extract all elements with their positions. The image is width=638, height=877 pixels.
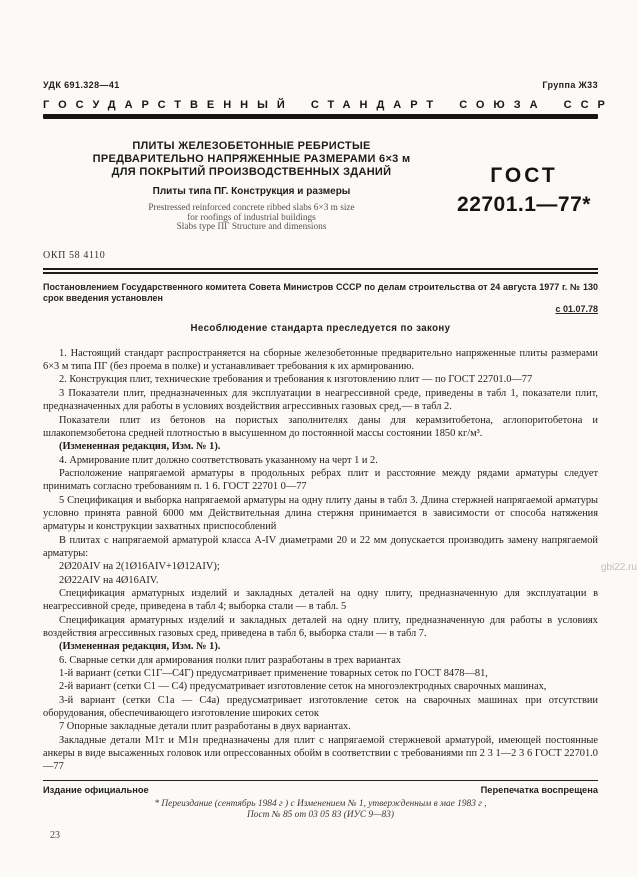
- paragraph-1: 1. Настоящий стандарт распространяется на сборные железобетонные предварительно напряженные плиты размерами 6×3 м типа ПГ (без проема в полке) и устанавливает требования к их армированию.: [43, 347, 598, 373]
- law-notice: Несоблюдение стандарта преследуется по закону: [190, 322, 451, 334]
- gost-number-block: [450, 140, 598, 233]
- title-english: [57, 204, 446, 233]
- paragraph-9: Спецификация арматурных изделий и закладных деталей на одну плиту, предназначенную для эксплуатации в неагрессивной среде, приведена в табл 4; выборка стали — в табл. 5: [43, 587, 598, 613]
- footer-row: [43, 785, 598, 795]
- official-edition-label: Издание официальное: [43, 784, 149, 795]
- title-block: [43, 140, 450, 233]
- reprint-prohibited-label: Перепечатка воспрещена: [480, 784, 598, 795]
- state-standard-banner: ГОСУДАРСТВЕННЫЙ СТАНДАРТ СОЮЗА ССР: [43, 99, 614, 111]
- title-line-2: ПРЕДВАРИТЕЛЬНО НАПРЯЖЕННЫЕ РАЗМЕРАМИ 6×3 м: [92, 153, 411, 165]
- double-rule: [43, 268, 598, 274]
- gost-label: ГОСТ: [490, 164, 558, 187]
- footer-rule: [43, 780, 598, 781]
- amended-note-1: (Измененная редакция, Изм. № 1).: [59, 441, 221, 453]
- paragraph-14: 3-й вариант (сетки С1а — С4а) предусматривает изготовление сеток на сварочных машинах при отсутствии оборудования, обеспечивающего изготовление широких сеток: [43, 694, 598, 720]
- paragraph-7: 5 Спецификация и выборка напрягаемой арматуры на одну плиту даны в табл 3. Длина стержней напрягаемой арматуры условно принята равной 6000 мм Действительная длина стержня принимается в зависимости от способа натяжения арматуры и конструкции захватных приспособлений: [43, 494, 598, 533]
- footnote-line-1: * Переиздание (сентябрь 1984 г ) с Изменением № 1, утвержденным в мае 1983 г ,: [154, 798, 487, 809]
- title-line-3: ДЛЯ ПОКРЫТИЙ ПРОИЗВОДСТВЕННЫХ ЗДАНИЙ: [111, 166, 392, 178]
- title-english-line-1: Prestressed reinforced concrete ribbed slabs 6×3 m size: [148, 203, 355, 213]
- paragraph-10: Спецификация арматурных изделий и закладных деталей на одну плиту, предназначенную для работы в условиях воздействия агрессивных газовых сред, приведена в табл 6, выборка стали — в табл 7.: [43, 614, 598, 639]
- decree-text: Постановлением Государственного комитета Совета Министров СССР по делам строительства от 24 августа 1977 г. № 130 срок введения установлен: [43, 281, 598, 303]
- footnote-line-2: Пост № 85 от 03 05 83 (ИУС 9—83): [247, 810, 394, 821]
- amended-note-2: (Измененная редакция, Изм. № 1).: [59, 641, 221, 653]
- title-section: [43, 140, 598, 233]
- paragraph-11: 6. Сварные сетки для армирования полки плит разработаны в трех вариантах: [59, 654, 402, 666]
- reissue-footnote: [43, 799, 598, 822]
- group-code: Группа Ж33: [542, 80, 598, 90]
- udk-code: УДК 691.328—41: [43, 80, 120, 90]
- okp-code: ОКП 58 4110: [43, 249, 106, 261]
- document-body: [43, 347, 598, 774]
- paragraph-8: В плитах с напрягаемой арматурой класса А-IV диаметрами 20 и 22 мм допускается производить замену напрягаемой арматуры:: [43, 534, 598, 559]
- header-row: [43, 80, 598, 90]
- site-watermark: gbi22.ru: [600, 562, 637, 573]
- banner-rule: [43, 114, 598, 119]
- paragraph-12: 1-й вариант (сетки С1Г—С4Г) предусматривает применение товарных сеток по ГОСТ 8478—81,: [59, 668, 488, 680]
- paragraph-3: 3 Показатели плит, предназначенных для эксплуатации в неагрессивной среде, приведены в табл 1, показатели плит, предназначенных для работы в условиях воздействия агрессивных газовых сред,— в табл 2.: [43, 387, 598, 413]
- gost-number: 22701.1—77*: [457, 193, 591, 216]
- rebar-substitution-1: 2Ø20АIV на 2(1Ø16АIV+1Ø12АIV);: [59, 561, 220, 573]
- paragraph-4: Показатели плит из бетонов на пористых заполнителях даны для керамзитобетона, аглопоритобетона и шлакопемзобетона средней плотностью в высушенном до постоянной массы состоянии 1850 кг/м³.: [43, 414, 598, 439]
- rebar-substitution-2: 2Ø22АIV на 4Ø16АIV.: [59, 574, 159, 586]
- paragraph-6: Расположение напрягаемой арматуры в продольных ребрах плит и расстояние между рядами арматуры следует принимать согласно требованиям п. 1 6. ГОСТ 22701 0—77: [43, 467, 598, 493]
- paragraph-16: Закладные детали М1т и М1н предназначены для плит с напрягаемой стержневой арматурой, имеющей постоянные анкеры в виде высаженных головок или опрессованных обойм в соответствии с требованиями пп 2 3 1—2 3 6 ГОСТ 22701.0—77: [43, 734, 598, 773]
- decree-effective-date: с 01.07.78: [555, 303, 598, 314]
- title-english-line-2: for roofings of industrial buildings: [187, 212, 316, 223]
- title-english-line-3: Slabs type ПГ Structure and dimensions: [176, 222, 327, 233]
- paragraph-13: 2-й вариант (сетки С1 — С4) предусматривает изготовление сеток на многоэлектродных сварочных машинах,: [59, 681, 547, 693]
- title-line-1: ПЛИТЫ ЖЕЛЕЗОБЕТОННЫЕ РЕБРИСТЫЕ: [132, 140, 371, 152]
- paragraph-2: 2. Конструкция плит, технические требования и требования к изготовлению плит — по ГОСТ 22701.0—77: [59, 374, 533, 386]
- page-number: 23: [50, 829, 60, 841]
- paragraph-5: 4. Армирование плит должно соответствовать указанному на черт 1 и 2.: [59, 454, 378, 466]
- title-subtitle: Плиты типа ПГ. Конструкция и размеры: [152, 186, 351, 197]
- paragraph-15: 7 Опорные закладные детали плит разработаны в двух вариантах.: [59, 721, 351, 733]
